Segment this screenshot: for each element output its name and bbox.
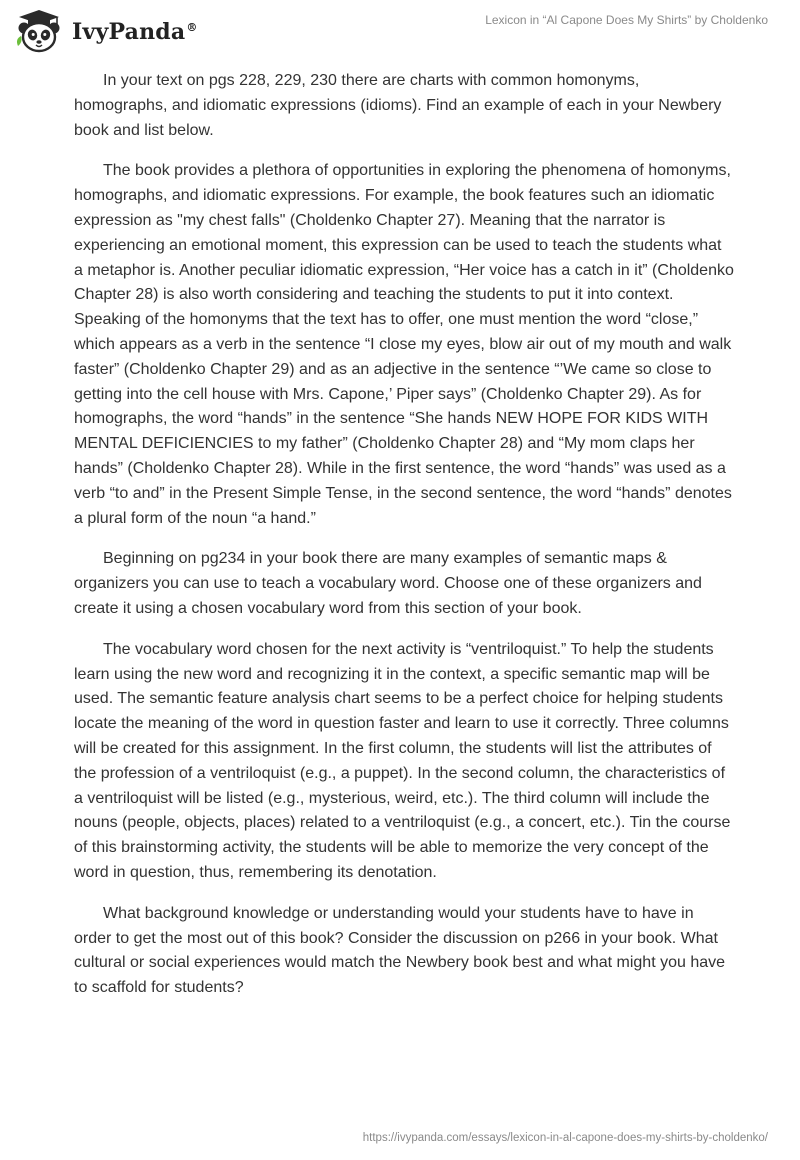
registered-mark: ®: [186, 20, 198, 34]
paragraph-question-semantic-maps: Beginning on pg234 in your book there are many examples of semantic maps & organizers you can use to teach a vocabulary word. Choose one of these organizers and create it using a chosen vocabulary word from this section of your book.: [74, 550, 702, 617]
paragraph-question-homonyms: In your text on pgs 228, 229, 230 there are charts with common homonyms, homographs, and idiomatic expressions (idioms). Find an example of each in your Newbery book and list below.: [74, 72, 722, 139]
paragraph-answer-homonyms: The book provides a plethora of opportunities in exploring the phenomena of homonyms, homographs, and idiomatic expressions. For example, the book features such an idiomatic expression as "my chest falls" (Choldenko Chapter 27). Meaning that the narrator is experiencing an emotional moment, this expression can be used to teach the students what a metaphor is. Another peculiar idiomatic expression, “Her voice has a catch in it” (Choldenko Chapter 28) is also worth considering and teaching the students to put it into context. Speaking of the homonyms that the text has to offer, one must mention the word “close,” which appears as a verb in the sentence “I close my eyes, blow air out of my mouth and walk faster” (Choldenko Chapter 29) and as an adjective in the sentence “’We came so close to getting into the cell house with Mrs. Capone,’ Piper says” (Choldenko Chapter 29). As for homographs, the word “hands” in the sentence “She hands NEW HOPE FOR KIDS WITH MENTAL DEFICIENCIES to my father” (Choldenko Chapter 28) and “My mom claps her hands” (Choldenko Chapter 28). While in the first sentence, the word “hands” was used as a verb “to and” in the Present Simple Tense, in the second sentence, the word “hands” denotes a plural form of the noun “a hand.”: [74, 162, 734, 527]
page-header: [0, 0, 800, 62]
logo-name: IvyPanda: [72, 19, 186, 45]
logo-wordmark: [72, 19, 198, 45]
document-title: Lexicon in “Al Capone Does My Shirts” by Choldenko: [485, 13, 768, 27]
ivypanda-logo[interactable]: [14, 8, 198, 54]
panda-graduate-icon: [14, 8, 64, 54]
essay-body: [74, 69, 734, 1017]
source-url-link[interactable]: https://ivypanda.com/essays/lexicon-in-al-capone-does-my-shirts-by-choldenko/: [362, 1132, 768, 1144]
paragraph-question-background: What background knowledge or understanding would your students have to have in order to get the most out of this book? Consider the discussion on p266 in your book. What cultural or social experiences would match the Newbery book best and what might you have to scaffold for students?: [74, 904, 726, 997]
paragraph-answer-semantic-maps: The vocabulary word chosen for the next activity is “ventriloquist.” To help the students learn using the new word and recognizing it in the context, a specific semantic map will be used. The semantic feature analysis chart seems to be a perfect choice for helping students locate the meaning of the word in question faster and learn to use it correctly. Three columns will be created for this assignment. In the first column, the students will list the attributes of the profession of a ventriloquist (e.g., a puppet). In the second column, the characteristics of a ventriloquist will be listed (e.g., mysterious, weird, etc.). The third column will include the nouns (people, objects, places) related to a ventriloquist (e.g., a concert, etc.). Tin the course of this brainstorming activity, the students will be able to memorize the very concept of the word in question, thus, remembering its denotation.: [74, 640, 731, 881]
